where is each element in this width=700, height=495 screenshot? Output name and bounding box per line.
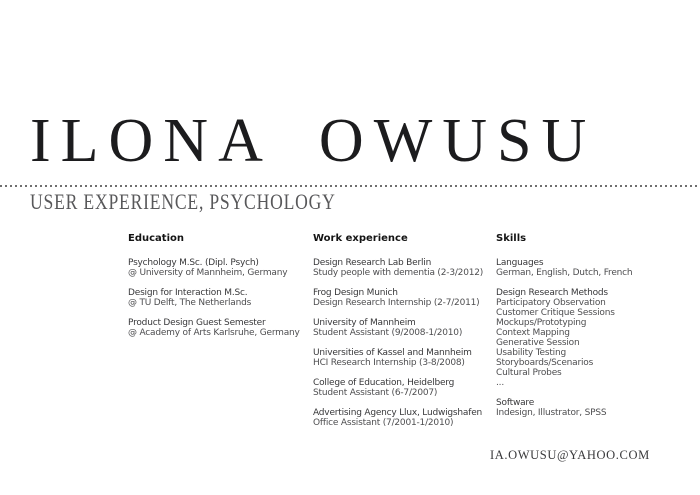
education-entry-title: Design for Interaction M.Sc. bbox=[128, 288, 248, 298]
education-section bbox=[128, 233, 310, 348]
skills-group-title: Software bbox=[496, 398, 535, 408]
work-entry bbox=[313, 348, 495, 368]
education-entry bbox=[128, 258, 310, 278]
skills-group-title: Design Research Methods bbox=[496, 288, 608, 298]
skills-group-languages bbox=[496, 258, 678, 278]
skills-group-software bbox=[496, 398, 678, 418]
skills-group-item: Context Mapping bbox=[496, 328, 570, 338]
education-entry bbox=[128, 318, 310, 338]
skills-group-item: Usability Testing bbox=[496, 348, 566, 358]
education-entry-detail: @ University of Mannheim, Germany bbox=[128, 268, 288, 278]
skills-header: Skills bbox=[496, 233, 527, 244]
skills-group-item: German, English, Dutch, French bbox=[496, 268, 633, 278]
work-entry-detail: Study people with dementia (2-3/2012) bbox=[313, 268, 484, 278]
work-entry-detail: HCI Research Internship (3-8/2008) bbox=[313, 358, 465, 368]
education-entry bbox=[128, 288, 310, 308]
skills-group-title: Languages bbox=[496, 258, 544, 268]
education-entry-detail: @ Academy of Arts Karlsruhe, Germany bbox=[128, 328, 300, 338]
work-experience-section bbox=[313, 233, 495, 438]
skills-group-item: ... bbox=[496, 378, 504, 388]
work-entry-detail: Student Assistant (6-7/2007) bbox=[313, 388, 438, 398]
work-entry-detail: Office Assistant (7/2001-1/2010) bbox=[313, 418, 454, 428]
work-entry-title: Universities of Kassel and Mannheim bbox=[313, 348, 472, 358]
work-entry-detail: Design Research Internship (2-7/2011) bbox=[313, 298, 480, 308]
work-entry-title: Frog Design Munich bbox=[313, 288, 398, 298]
education-entry-title: Psychology M.Sc. (Dipl. Psych) bbox=[128, 258, 259, 268]
skills-group-item: Storyboards/Scenarios bbox=[496, 358, 594, 368]
person-tagline: USER EXPERIENCE, PSYCHOLOGY bbox=[30, 189, 336, 214]
work-entry bbox=[313, 318, 495, 338]
skills-group-item: Customer Critique Sessions bbox=[496, 308, 615, 318]
skills-group-item: Generative Session bbox=[496, 338, 580, 348]
work-entry bbox=[313, 408, 495, 428]
education-header: Education bbox=[128, 233, 184, 244]
work-entry-title: University of Mannheim bbox=[313, 318, 416, 328]
skills-group-item: Indesign, Illustrator, SPSS bbox=[496, 408, 607, 418]
work-entry-title: Advertising Agency Llux, Ludwigshafen bbox=[313, 408, 483, 418]
email-text: IA.OWUSU@YAHOO.COM bbox=[490, 448, 650, 462]
education-entry-title: Product Design Guest Semester bbox=[128, 318, 266, 328]
work-entry-title: College of Education, Heidelberg bbox=[313, 378, 455, 388]
skills-group-design-research-methods bbox=[496, 288, 678, 388]
work-entry-title: Design Research Lab Berlin bbox=[313, 258, 432, 268]
dotted-divider bbox=[0, 185, 700, 187]
work-experience-header: Work experience bbox=[313, 233, 408, 244]
work-entry bbox=[313, 288, 495, 308]
work-entry bbox=[313, 258, 495, 278]
person-name: ILONA OWUSU bbox=[30, 107, 597, 175]
skills-group-item: Participatory Observation bbox=[496, 298, 606, 308]
skills-group-item: Cultural Probes bbox=[496, 368, 562, 378]
work-entry-detail: Student Assistant (9/2008-1/2010) bbox=[313, 328, 463, 338]
education-entry-detail: @ TU Delft, The Netherlands bbox=[128, 298, 252, 308]
skills-section bbox=[496, 233, 678, 428]
skills-group-item: Mockups/Prototyping bbox=[496, 318, 587, 328]
work-entry bbox=[313, 378, 495, 398]
